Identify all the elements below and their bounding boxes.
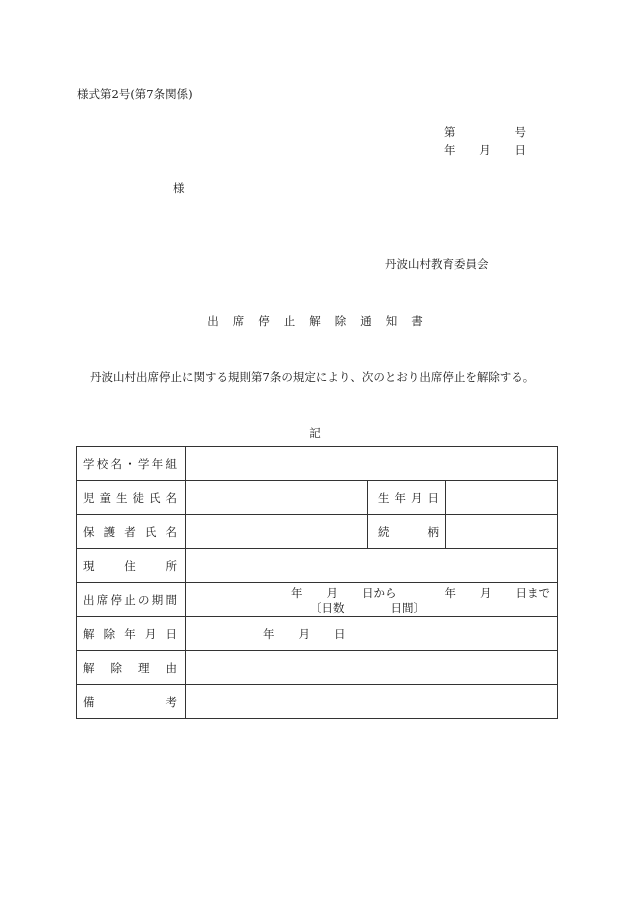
field-student[interactable]	[186, 481, 368, 515]
label-guardian: 保 護 者 氏 名	[77, 515, 186, 549]
date-day: 日	[514, 143, 526, 157]
body-text: 丹波山村出席停止に関する規則第7条の規定により、次のとおり出席停止を解除する。	[90, 370, 535, 384]
field-period[interactable]: 年 月 日から 年 月 日まで 〔日数 日間〕	[186, 583, 558, 617]
form-number: 様式第2号(第7条関係)	[77, 87, 193, 101]
label-reason: 解 除 理 由	[77, 651, 186, 685]
document-title: 出 席 停 止 解 除 通 知 書	[207, 314, 423, 328]
ki-heading: 記	[309, 426, 321, 440]
document-date	[444, 142, 526, 158]
label-student: 児 童 生 徒 氏 名	[77, 481, 186, 515]
number-go: 号	[514, 125, 526, 139]
date-month: 月	[479, 143, 491, 157]
record-table	[76, 446, 558, 719]
table-row	[77, 549, 558, 583]
document-number	[444, 122, 526, 142]
table-row	[77, 481, 558, 515]
field-remarks[interactable]	[186, 685, 558, 719]
issuer: 丹波山村教育委員会	[385, 257, 489, 271]
table-row	[77, 617, 558, 651]
field-birth[interactable]	[446, 481, 558, 515]
table-row	[77, 651, 558, 685]
field-guardian[interactable]	[186, 515, 368, 549]
field-relation[interactable]	[446, 515, 558, 549]
label-address: 現 住 所	[77, 549, 186, 583]
label-school: 学 校 名 ・ 学 年 組	[77, 447, 186, 481]
label-birth: 生 年 月 日	[368, 481, 446, 515]
table-row	[77, 515, 558, 549]
field-address[interactable]	[186, 549, 558, 583]
field-release-date[interactable]: 年 月 日	[186, 617, 558, 651]
table-row	[77, 447, 558, 481]
label-release-date: 解 除 年 月 日	[77, 617, 186, 651]
label-period: 出 席 停 止 の 期 間	[77, 583, 186, 617]
label-relation: 続 柄	[368, 515, 446, 549]
table-row	[77, 685, 558, 719]
date-year: 年	[444, 143, 456, 157]
number-dai: 第	[444, 125, 456, 139]
label-remarks: 備 考	[77, 685, 186, 719]
field-reason[interactable]	[186, 651, 558, 685]
recipient-suffix: 様	[173, 181, 185, 195]
table-row	[77, 583, 558, 617]
field-school[interactable]	[186, 447, 558, 481]
